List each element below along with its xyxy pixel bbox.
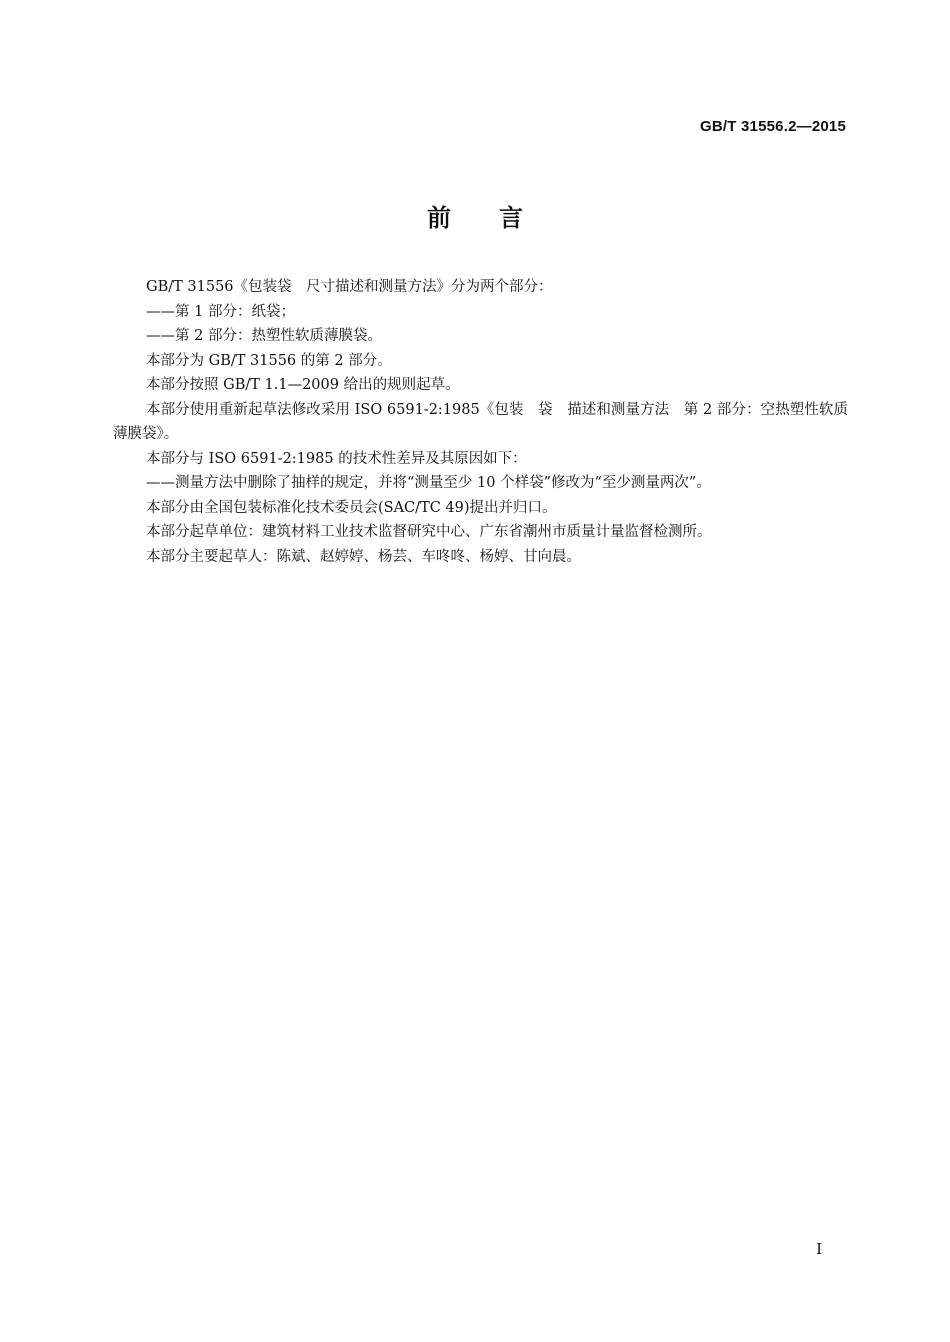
- paragraph-iso-adoption: 本部分使用重新起草法修改采用 ISO 6591-2:1985《包装 袋 描述和测量方法 第 2 部分：空热塑性软质薄膜袋》。: [113, 401, 848, 442]
- paragraph-differences-intro: 本部分与 ISO 6591-2:1985 的技术性差异及其原因如下：: [146, 450, 527, 467]
- paragraph-drafting-units: 本部分起草单位：建筑材料工业技术监督研究中心、广东省潮州市质量计量监督检测所。: [146, 524, 712, 540]
- paragraph-difference-item: ——测量方法中删除了抽样的规定，并将“测量至少 10 个样袋”修改为“至少测量两次”。: [146, 475, 711, 491]
- paragraph-drafters: 本部分主要起草人：陈斌、赵婷婷、杨芸、车咚咚、杨婷、甘向晨。: [146, 548, 581, 565]
- paragraph-drafting-rules: 本部分按照 GB/T 1.1—2009 给出的规则起草。: [146, 377, 460, 393]
- paragraph-parts-overview: GB/T 31556《包装袋 尺寸描述和测量方法》分为两个部分：: [146, 279, 553, 295]
- page-number: I: [816, 1240, 822, 1258]
- paragraph-proposed-by: 本部分由全国包装标准化技术委员会(SAC/TC 49)提出并归口。: [146, 499, 557, 516]
- paragraph-part-1: ——第 1 部分：纸袋；: [146, 303, 295, 320]
- page-title: 前言: [427, 204, 571, 232]
- paragraph-part-2: ——第 2 部分：热塑性软质薄膜袋。: [146, 328, 382, 344]
- paragraph-this-part: 本部分为 GB/T 31556 的第 2 部分。: [146, 352, 392, 369]
- document-code: GB/T 31556.2—2015: [700, 118, 846, 135]
- foreword-body: [113, 275, 848, 569]
